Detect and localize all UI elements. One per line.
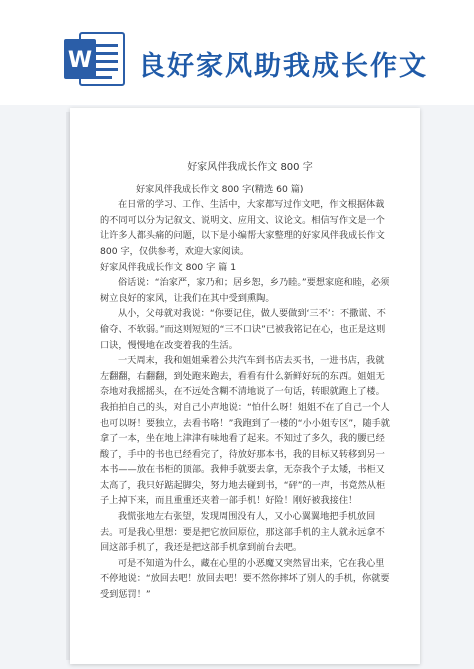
body-paragraph: 俗话说：“治家严，家乃和；居乡恕，乡乃睦。”要想家庭和睦，必须树立良好的家风，让我们在其中受到熏陶。: [100, 277, 390, 304]
body-paragraph: 一天周末，我和姐姐乘着公共汽车到书店去买书，一进书店，我就左翻翻，右翻翻，到处跑来跑去，看看有什么新鲜好玩的东西。姐姐无奈地对我摇摇头，在不远处含糊不清地说了一句话，转眼就跑上了楼。我拍拍自己的头，对自己小声地说：“怕什么呀！姐姐不在了自己一个人也可以呀！要独立，去看书咯！”我跑到了一楼的“小小姐专区”，随手就拿了一本，坐在地上津津有味地看了起来。不知过了多久，我的腰已经酸了，手中的书也已经看完了，待放好那本书，我的目标又转移到另一本书——放在书柜的顶部。我伸手就要去拿，无奈我个子太矮，书柜又太高了，我只好踮起脚尖，努力地去碰到书，“砰”的一声，书竟然从柜子上掉下来，而且重重还夹着一部手机！好险！刚好被我接住！: [100, 355, 390, 507]
body-paragraph: 我慌张地左右张望，发现周围没有人，又小心翼翼地把手机放回去。可是我心里想：要是把它放回原位，那这部手机的主人就永远拿不回这部手机了，我还是把这部手机拿到前台去吧。: [100, 511, 385, 554]
intro-paragraph: 在日常的学习、工作、生活中，大家都写过作文吧，作文根据体裁的不同可以分为记叙文、说明文、应用文、议论文。相信写作文是一个让许多人都头痛的问题，以下是小编帮大家整理的好家风伴我成长作文 800 字，仅供参考，欢迎大家阅读。: [100, 199, 385, 257]
word-document-icon: [62, 30, 126, 88]
body-paragraph: 可是不知道为什么，藏在心里的小恶魔又突然冒出来，它在我心里不停地说：“放回去吧！放回去吧！要不然你摔坏了别人的手机，你就要受到惩罚！”: [100, 557, 390, 601]
banner-title: 良好家风助我成长作文: [138, 51, 428, 82]
document-subtitle: 好家风伴我成长作文 800 字(精选 60 篇): [136, 183, 304, 195]
body-paragraph: 从小，父母就对我说：“你要记住，做人要做到‘三不’：不撒谎、不偷夺、不软弱。”而这则短短的“三不口诀”已被我铭记在心，也正是这则口诀，慢慢地在改变着我的生活。: [100, 308, 386, 351]
section-heading: 好家风伴我成长作文 800 字 篇 1: [100, 261, 237, 273]
document-title: 好家风伴我成长作文 800 字: [187, 162, 313, 173]
document-body: [100, 160, 392, 603]
logo-letter: W: [67, 48, 93, 73]
banner: [0, 0, 474, 105]
